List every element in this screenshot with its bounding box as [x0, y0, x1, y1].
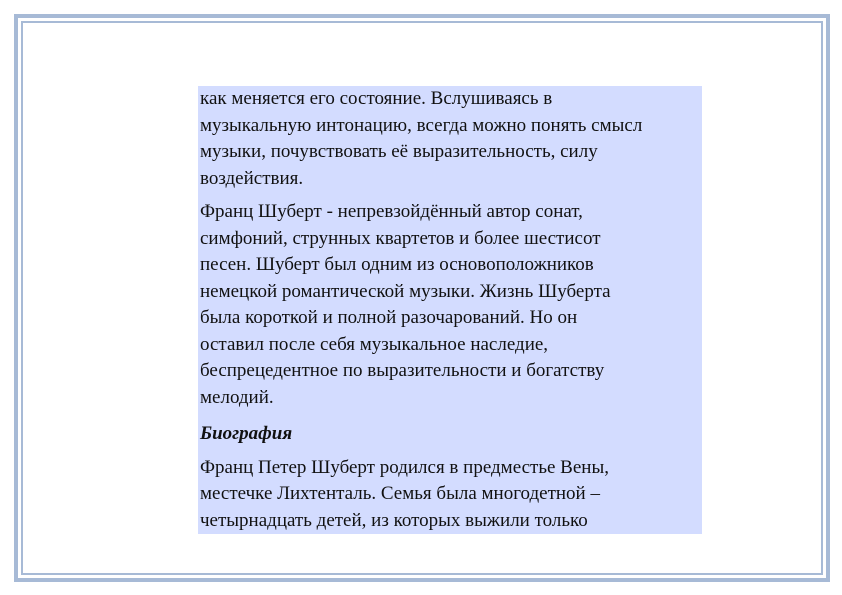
text-line: музыкальную интонацию, всегда можно понять смысл: [200, 114, 643, 136]
text-line: музыки, почувствовать её выразительность, силу: [200, 141, 598, 162]
text-line: мелодий.: [200, 386, 274, 408]
text-line: немецкой романтической музыки. Жизнь Шуберта: [200, 280, 611, 302]
paragraph-2: [200, 199, 702, 411]
text-line: песен. Шуберт был одним из основоположников: [200, 254, 594, 275]
text-line: как меняется его состояние. Вслушиваясь в: [200, 88, 553, 109]
text-line: Франц Петер Шуберт родился в предместье Вены,: [200, 456, 609, 478]
paragraph-3: [200, 455, 702, 535]
text-line: Франц Шуберт - непревзойдённый автор сонат,: [200, 201, 583, 222]
text-block: [198, 86, 702, 534]
text-line: четырнадцать детей, из которых выжили только: [200, 509, 588, 531]
text-line: была короткой и полной разочарований. Но он: [200, 307, 578, 328]
text-line: местечке Лихтенталь. Семья была многодетной –: [200, 483, 600, 504]
text-line: симфоний, струнных квартетов и более шестисот: [200, 227, 601, 249]
text-line: воздействия.: [200, 167, 304, 189]
paragraph-1: [200, 86, 702, 192]
text-line: беспрецедентное по выразительности и богатству: [200, 360, 605, 381]
section-heading: Биография: [200, 423, 293, 444]
text-line: оставил после себя музыкальное наследие,: [200, 333, 549, 355]
